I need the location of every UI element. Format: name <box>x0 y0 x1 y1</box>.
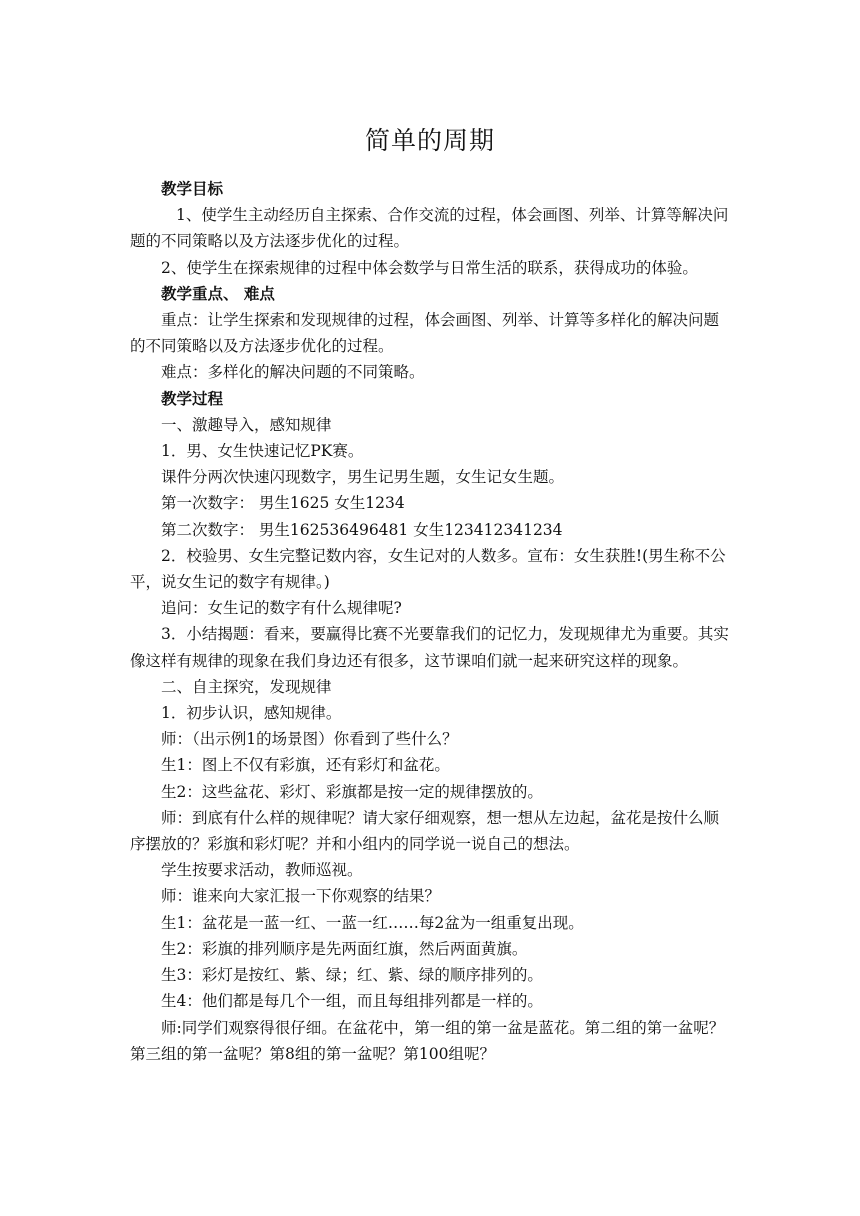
paragraph: 生1：图上不仅有彩旗，还有彩灯和盆花。 <box>161 756 450 775</box>
paragraph: 师：到底有什么样的规律呢？请大家仔细观察，想一想从左边起，盆花是按什么顺序摆放的？彩旗和彩灯呢？并和小组内的同学说一说自己的想法。 <box>130 808 720 854</box>
paragraph: 2、使学生在探索规律的过程中体会数学与日常生活的联系，获得成功的体验。 <box>161 258 698 277</box>
paragraph: 第一次数字： 男生1625 女生1234 <box>161 494 405 513</box>
paragraph: 生1：盆花是一蓝一红、一蓝一红……每2盆为一组重复出现。 <box>161 913 584 932</box>
paragraph: 1、使学生主动经历自主探索、合作交流的过程，体会画图、列举、计算等解决问题的不同策略以及方法逐步优化的过程。 <box>130 206 729 251</box>
document-title: 简单的周期 <box>364 126 495 155</box>
paragraph: 师：（出示例1的场景图）你看到了些什么？ <box>161 730 458 749</box>
paragraph: 追问：女生记的数字有什么规律呢? <box>161 599 402 618</box>
paragraph: 师:同学们观察得很仔细。在盆花中，第一组的第一盆是蓝花。第二组的第一盆呢？第三组的第一盆呢？第8组的第一盆呢？第100组呢？ <box>130 1018 725 1063</box>
section-heading: 教学目标 <box>161 179 224 198</box>
paragraph: 1．男、女生快速记忆PK赛。 <box>161 442 364 461</box>
paragraph: 一、激趣导入，感知规律 <box>161 415 332 434</box>
paragraph: 学生按要求活动，教师巡视。 <box>161 861 363 880</box>
section-heading: 教学过程 <box>161 388 224 408</box>
paragraph: 二、自主探究，发现规律 <box>161 677 332 696</box>
document-body <box>130 176 730 1067</box>
paragraph: 师：谁来向大家汇报一下你观察的结果？ <box>161 887 441 906</box>
paragraph: 第二次数字： 男生162536496481 女生123412341234 <box>161 520 563 539</box>
paragraph: 难点：多样化的解决问题的不同策略。 <box>161 363 425 382</box>
paragraph: 生4：他们都是每几个一组，而且每组排列都是一样的。 <box>161 992 543 1011</box>
paragraph: 1．初步认识，感知规律。 <box>161 704 342 723</box>
paragraph: 重点：让学生探索和发现规律的过程，体会画图、列举、计算等多样化的解决问题的不同策略以及方法逐步优化的过程。 <box>130 311 720 356</box>
paragraph: 课件分两次快速闪现数字，男生记男生题，女生记女生题。 <box>161 468 565 487</box>
paragraph: 2．校验男、女生完整记数内容，女生记对的人数多。宣布：女生获胜!(男生称不公平，说女生记的数字有规律。) <box>130 546 726 592</box>
section-heading: 教学重点、 难点 <box>161 283 275 303</box>
paragraph: 生2：彩旗的排列顺序是先两面红旗，然后两面黄旗。 <box>161 939 528 958</box>
paragraph: 生3：彩灯是按红、紫、绿；红、紫、绿的顺序排列的。 <box>161 966 543 985</box>
paragraph: 3．小结揭题：看来，要赢得比赛不光要靠我们的记忆力，发现规律尤为重要。其实像这样有规律的现象在我们身边还有很多，这节课咱们就一起来研究这样的现象。 <box>130 625 729 670</box>
paragraph: 生2：这些盆花、彩灯、彩旗都是按一定的规律摆放的。 <box>161 782 543 801</box>
